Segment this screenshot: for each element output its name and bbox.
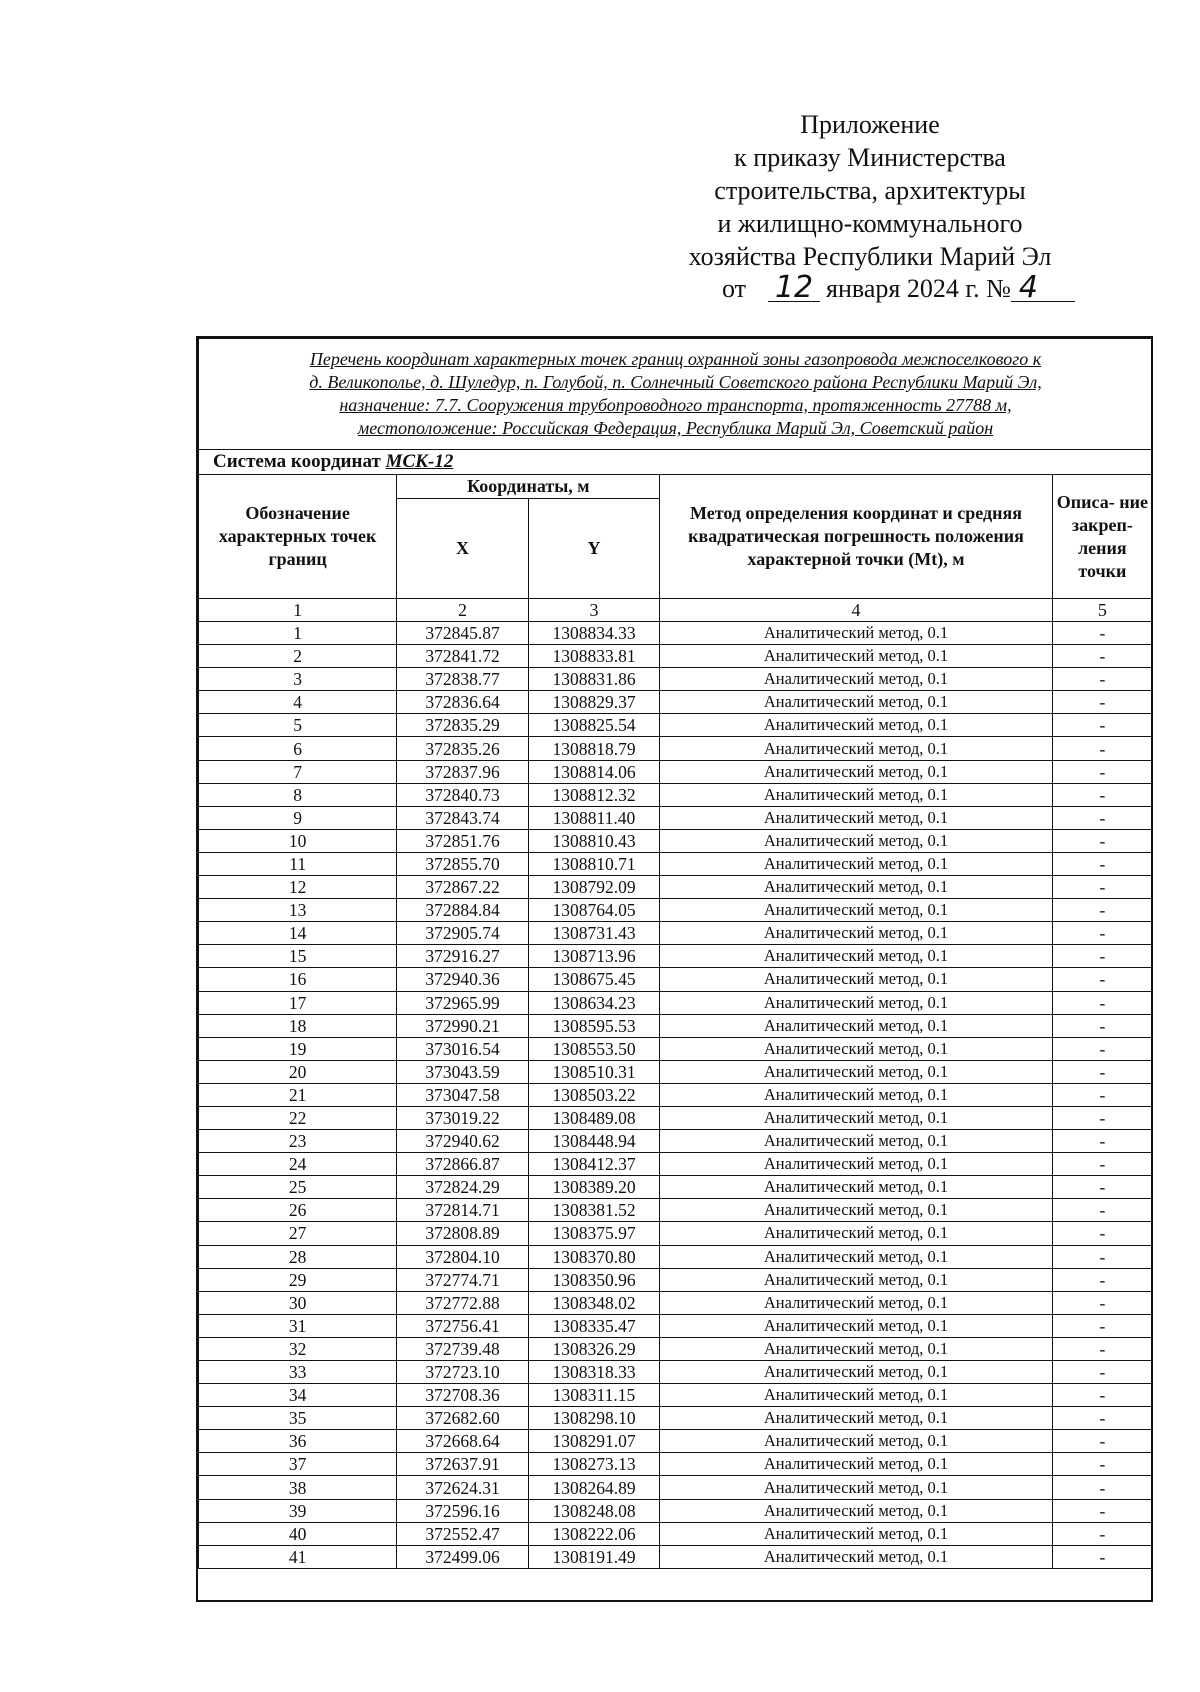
- cell-x: 372723.10: [397, 1361, 529, 1384]
- cell-method: Аналитический метод, 0.1: [660, 668, 1052, 691]
- cell-x: 372668.64: [397, 1430, 529, 1453]
- cell-point: 10: [199, 829, 397, 852]
- cell-y: 1308191.49: [528, 1545, 660, 1568]
- cell-point: 5: [199, 714, 397, 737]
- cell-description: -: [1052, 852, 1152, 875]
- table-row: [199, 1453, 1153, 1476]
- cell-method: Аналитический метод, 0.1: [660, 691, 1052, 714]
- header-method: Метод определения координат и средняя квадратическая погрешность положения характерной точки (Mt), м: [660, 475, 1052, 599]
- cell-x: 372837.96: [397, 760, 529, 783]
- cell-point: 31: [199, 1314, 397, 1337]
- cell-y: 1308311.15: [528, 1384, 660, 1407]
- cell-x: 372866.87: [397, 1153, 529, 1176]
- handwritten-day: 12: [768, 275, 820, 302]
- cell-method: Аналитический метод, 0.1: [660, 1476, 1052, 1499]
- table-row: [199, 1361, 1153, 1384]
- cell-x: 372940.36: [397, 968, 529, 991]
- cell-description: -: [1052, 829, 1152, 852]
- column-number: 5: [1052, 599, 1152, 622]
- cell-method: Аналитический метод, 0.1: [660, 991, 1052, 1014]
- appendix-line: хозяйства Республики Марий Эл: [688, 242, 1052, 271]
- cell-x: 373016.54: [397, 1037, 529, 1060]
- cell-y: 1308335.47: [528, 1314, 660, 1337]
- table-row: [199, 876, 1153, 899]
- cell-description: -: [1052, 806, 1152, 829]
- cell-description: -: [1052, 1037, 1152, 1060]
- header-point: Обозначение характерных точек границ: [199, 475, 397, 599]
- cell-description: -: [1052, 737, 1152, 760]
- cell-x: 372637.91: [397, 1453, 529, 1476]
- cell-y: 1308448.94: [528, 1130, 660, 1153]
- cell-method: Аналитический метод, 0.1: [660, 1199, 1052, 1222]
- cell-point: 20: [199, 1060, 397, 1083]
- cell-y: 1308350.96: [528, 1268, 660, 1291]
- cell-method: Аналитический метод, 0.1: [660, 1430, 1052, 1453]
- cell-y: 1308348.02: [528, 1291, 660, 1314]
- cell-y: 1308833.81: [528, 645, 660, 668]
- table-row: [199, 1499, 1153, 1522]
- cell-x: 372814.71: [397, 1199, 529, 1222]
- cell-y: 1308503.22: [528, 1083, 660, 1106]
- table-row: [199, 737, 1153, 760]
- cell-method: Аналитический метод, 0.1: [660, 1037, 1052, 1060]
- cell-y: 1308834.33: [528, 622, 660, 645]
- cell-y: 1308291.07: [528, 1430, 660, 1453]
- header-x: X: [397, 499, 529, 599]
- cell-method: Аналитический метод, 0.1: [660, 1245, 1052, 1268]
- cell-point: 33: [199, 1361, 397, 1384]
- cell-x: 372682.60: [397, 1407, 529, 1430]
- appendix-line: к приказу Министерства: [734, 143, 1006, 172]
- table-row: [199, 1060, 1153, 1083]
- cell-method: Аналитический метод, 0.1: [660, 1222, 1052, 1245]
- cell-method: Аналитический метод, 0.1: [660, 945, 1052, 968]
- cell-method: Аналитический метод, 0.1: [660, 1453, 1052, 1476]
- cell-description: -: [1052, 1176, 1152, 1199]
- cell-x: 372739.48: [397, 1337, 529, 1360]
- table-row: [199, 852, 1153, 875]
- cell-method: Аналитический метод, 0.1: [660, 737, 1052, 760]
- cell-description: -: [1052, 1499, 1152, 1522]
- cell-method: Аналитический метод, 0.1: [660, 899, 1052, 922]
- cell-description: -: [1052, 714, 1152, 737]
- cell-y: 1308812.32: [528, 783, 660, 806]
- cell-description: -: [1052, 1268, 1152, 1291]
- date-text: января 2024 г. №: [826, 274, 1011, 303]
- cell-y: 1308489.08: [528, 1106, 660, 1129]
- cell-x: 372835.26: [397, 737, 529, 760]
- cell-x: 372838.77: [397, 668, 529, 691]
- cell-point: 40: [199, 1522, 397, 1545]
- cell-y: 1308595.53: [528, 1014, 660, 1037]
- table-row: [199, 968, 1153, 991]
- table-caption: [199, 339, 1153, 450]
- cell-x: 372772.88: [397, 1291, 529, 1314]
- cell-point: 11: [199, 852, 397, 875]
- cell-description: -: [1052, 691, 1152, 714]
- cell-x: 372808.89: [397, 1222, 529, 1245]
- cell-point: 4: [199, 691, 397, 714]
- cell-description: -: [1052, 760, 1152, 783]
- cell-y: 1308713.96: [528, 945, 660, 968]
- cell-description: -: [1052, 922, 1152, 945]
- cell-y: 1308389.20: [528, 1176, 660, 1199]
- cell-y: 1308553.50: [528, 1037, 660, 1060]
- cell-point: 19: [199, 1037, 397, 1060]
- cell-method: Аналитический метод, 0.1: [660, 1384, 1052, 1407]
- cell-x: 373019.22: [397, 1106, 529, 1129]
- cell-point: 3: [199, 668, 397, 691]
- cell-description: -: [1052, 1199, 1152, 1222]
- cell-x: 372552.47: [397, 1522, 529, 1545]
- cell-y: 1308792.09: [528, 876, 660, 899]
- table-row: [199, 691, 1153, 714]
- cell-description: -: [1052, 1545, 1152, 1568]
- cell-method: Аналитический метод, 0.1: [660, 1130, 1052, 1153]
- table-row: [199, 668, 1153, 691]
- table-row: [199, 806, 1153, 829]
- coordinates-table: [198, 338, 1153, 1569]
- table-row: [199, 1291, 1153, 1314]
- cell-description: -: [1052, 1430, 1152, 1453]
- cell-x: 372836.64: [397, 691, 529, 714]
- column-number: 3: [528, 599, 660, 622]
- table-row: [199, 991, 1153, 1014]
- cell-point: 25: [199, 1176, 397, 1199]
- table-row: [199, 1407, 1153, 1430]
- table-row: [199, 714, 1153, 737]
- cell-y: 1308818.79: [528, 737, 660, 760]
- cell-description: -: [1052, 1060, 1152, 1083]
- cell-point: 35: [199, 1407, 397, 1430]
- cell-y: 1308810.71: [528, 852, 660, 875]
- cell-point: 23: [199, 1130, 397, 1153]
- appendix-line: Приложение: [800, 110, 940, 139]
- header-y: Y: [528, 499, 660, 599]
- cell-x: 372841.72: [397, 645, 529, 668]
- cell-x: 372756.41: [397, 1314, 529, 1337]
- appendix-header: [640, 108, 1100, 273]
- cell-description: -: [1052, 1522, 1152, 1545]
- cell-point: 37: [199, 1453, 397, 1476]
- cell-x: 372940.62: [397, 1130, 529, 1153]
- cell-y: 1308222.06: [528, 1522, 660, 1545]
- table-row: [199, 1245, 1153, 1268]
- cell-description: -: [1052, 876, 1152, 899]
- table-row: [199, 1430, 1153, 1453]
- cell-description: -: [1052, 1083, 1152, 1106]
- cell-x: 372916.27: [397, 945, 529, 968]
- cell-point: 29: [199, 1268, 397, 1291]
- table-row: [199, 645, 1153, 668]
- cell-method: Аналитический метод, 0.1: [660, 760, 1052, 783]
- cell-point: 13: [199, 899, 397, 922]
- cell-y: 1308764.05: [528, 899, 660, 922]
- cell-x: 372824.29: [397, 1176, 529, 1199]
- cell-point: 34: [199, 1384, 397, 1407]
- table-row: [199, 829, 1153, 852]
- cell-y: 1308831.86: [528, 668, 660, 691]
- cell-description: -: [1052, 991, 1152, 1014]
- cell-y: 1308510.31: [528, 1060, 660, 1083]
- cell-description: -: [1052, 968, 1152, 991]
- cell-x: 372774.71: [397, 1268, 529, 1291]
- table-row: [199, 922, 1153, 945]
- table-body: [199, 622, 1153, 1569]
- cell-y: 1308634.23: [528, 991, 660, 1014]
- header-description: Описа- ние закреп- ления точки: [1052, 475, 1152, 599]
- cell-method: Аналитический метод, 0.1: [660, 876, 1052, 899]
- cell-method: Аналитический метод, 0.1: [660, 783, 1052, 806]
- cell-y: 1308675.45: [528, 968, 660, 991]
- order-date-line: [722, 270, 1075, 305]
- cell-point: 36: [199, 1430, 397, 1453]
- cell-method: Аналитический метод, 0.1: [660, 1522, 1052, 1545]
- date-prefix: от: [722, 274, 747, 303]
- cell-method: Аналитический метод, 0.1: [660, 1545, 1052, 1568]
- table-row: [199, 1222, 1153, 1245]
- cell-x: 372965.99: [397, 991, 529, 1014]
- table-row: [199, 1337, 1153, 1360]
- cell-x: 373047.58: [397, 1083, 529, 1106]
- cell-point: 24: [199, 1153, 397, 1176]
- cell-y: 1308326.29: [528, 1337, 660, 1360]
- appendix-line: строительства, архитектуры: [714, 176, 1026, 205]
- cell-method: Аналитический метод, 0.1: [660, 1176, 1052, 1199]
- cell-point: 27: [199, 1222, 397, 1245]
- cell-method: Аналитический метод, 0.1: [660, 1407, 1052, 1430]
- cell-description: -: [1052, 1153, 1152, 1176]
- cell-y: 1308810.43: [528, 829, 660, 852]
- cell-point: 12: [199, 876, 397, 899]
- table-row: [199, 1545, 1153, 1568]
- column-number: 1: [199, 599, 397, 622]
- cell-method: Аналитический метод, 0.1: [660, 1499, 1052, 1522]
- cell-point: 26: [199, 1199, 397, 1222]
- table-row: [199, 1083, 1153, 1106]
- table-row: [199, 783, 1153, 806]
- cell-y: 1308248.08: [528, 1499, 660, 1522]
- cell-description: -: [1052, 1407, 1152, 1430]
- cell-method: Аналитический метод, 0.1: [660, 922, 1052, 945]
- cell-description: -: [1052, 783, 1152, 806]
- table-row: [199, 1476, 1153, 1499]
- header-coordinates: Координаты, м: [397, 475, 660, 499]
- cell-y: 1308825.54: [528, 714, 660, 737]
- cell-description: -: [1052, 1476, 1152, 1499]
- cell-description: -: [1052, 1130, 1152, 1153]
- cell-x: 372708.36: [397, 1384, 529, 1407]
- cell-method: Аналитический метод, 0.1: [660, 714, 1052, 737]
- coordinate-system-label: Система координат: [213, 451, 381, 472]
- cell-method: Аналитический метод, 0.1: [660, 1361, 1052, 1384]
- cell-y: 1308731.43: [528, 922, 660, 945]
- cell-method: Аналитический метод, 0.1: [660, 852, 1052, 875]
- cell-method: Аналитический метод, 0.1: [660, 622, 1052, 645]
- cell-x: 372867.22: [397, 876, 529, 899]
- cell-x: 372905.74: [397, 922, 529, 945]
- cell-method: Аналитический метод, 0.1: [660, 829, 1052, 852]
- cell-point: 39: [199, 1499, 397, 1522]
- cell-method: Аналитический метод, 0.1: [660, 806, 1052, 829]
- table-row: [199, 945, 1153, 968]
- cell-x: 372990.21: [397, 1014, 529, 1037]
- cell-y: 1308370.80: [528, 1245, 660, 1268]
- coordinate-system: [199, 450, 1153, 475]
- cell-x: 373043.59: [397, 1060, 529, 1083]
- cell-method: Аналитический метод, 0.1: [660, 1314, 1052, 1337]
- cell-method: Аналитический метод, 0.1: [660, 1337, 1052, 1360]
- cell-method: Аналитический метод, 0.1: [660, 645, 1052, 668]
- cell-method: Аналитический метод, 0.1: [660, 1268, 1052, 1291]
- cell-point: 2: [199, 645, 397, 668]
- cell-point: 28: [199, 1245, 397, 1268]
- cell-y: 1308375.97: [528, 1222, 660, 1245]
- cell-x: 372835.29: [397, 714, 529, 737]
- caption-line: д. Великополье, д. Шуледур, п. Голубой, п. Солнечный Советского района Республики Марий Эл,: [309, 372, 1042, 392]
- cell-point: 15: [199, 945, 397, 968]
- cell-description: -: [1052, 1014, 1152, 1037]
- cell-point: 17: [199, 991, 397, 1014]
- cell-point: 30: [199, 1291, 397, 1314]
- cell-method: Аналитический метод, 0.1: [660, 1106, 1052, 1129]
- caption-line: Перечень координат характерных точек границ охранной зоны газопровода межпоселкового к: [309, 349, 1042, 369]
- cell-description: -: [1052, 622, 1152, 645]
- cell-description: -: [1052, 645, 1152, 668]
- cell-x: 372843.74: [397, 806, 529, 829]
- column-number: 2: [397, 599, 529, 622]
- cell-y: 1308829.37: [528, 691, 660, 714]
- cell-method: Аналитический метод, 0.1: [660, 1291, 1052, 1314]
- table-row: [199, 1037, 1153, 1060]
- cell-method: Аналитический метод, 0.1: [660, 1060, 1052, 1083]
- cell-x: 372624.31: [397, 1476, 529, 1499]
- cell-description: -: [1052, 1337, 1152, 1360]
- cell-point: 8: [199, 783, 397, 806]
- cell-point: 18: [199, 1014, 397, 1037]
- cell-description: -: [1052, 1314, 1152, 1337]
- handwritten-order-number: 4: [1011, 275, 1075, 302]
- cell-x: 372596.16: [397, 1499, 529, 1522]
- cell-point: 22: [199, 1106, 397, 1129]
- cell-x: 372804.10: [397, 1245, 529, 1268]
- cell-x: 372840.73: [397, 783, 529, 806]
- coordinate-system-value: МСК-12: [385, 451, 454, 472]
- table-row: [199, 1153, 1153, 1176]
- table-row: [199, 899, 1153, 922]
- cell-description: -: [1052, 1222, 1152, 1245]
- table-row: [199, 1522, 1153, 1545]
- column-number: 4: [660, 599, 1052, 622]
- table-row: [199, 760, 1153, 783]
- cell-y: 1308298.10: [528, 1407, 660, 1430]
- cell-point: 6: [199, 737, 397, 760]
- cell-description: -: [1052, 668, 1152, 691]
- cell-point: 32: [199, 1337, 397, 1360]
- cell-y: 1308273.13: [528, 1453, 660, 1476]
- cell-point: 14: [199, 922, 397, 945]
- cell-method: Аналитический метод, 0.1: [660, 1014, 1052, 1037]
- cell-x: 372855.70: [397, 852, 529, 875]
- cell-point: 38: [199, 1476, 397, 1499]
- cell-y: 1308381.52: [528, 1199, 660, 1222]
- cell-description: -: [1052, 1361, 1152, 1384]
- table-row: [199, 1014, 1153, 1037]
- cell-point: 9: [199, 806, 397, 829]
- cell-description: -: [1052, 1291, 1152, 1314]
- cell-description: -: [1052, 945, 1152, 968]
- cell-method: Аналитический метод, 0.1: [660, 968, 1052, 991]
- cell-y: 1308264.89: [528, 1476, 660, 1499]
- appendix-line: и жилищно-коммунального: [717, 209, 1023, 238]
- cell-point: 7: [199, 760, 397, 783]
- table-row: [199, 1199, 1153, 1222]
- cell-point: 16: [199, 968, 397, 991]
- cell-description: -: [1052, 1453, 1152, 1476]
- cell-method: Аналитический метод, 0.1: [660, 1153, 1052, 1176]
- cell-point: 41: [199, 1545, 397, 1568]
- cell-x: 372499.06: [397, 1545, 529, 1568]
- cell-x: 372884.84: [397, 899, 529, 922]
- cell-y: 1308811.40: [528, 806, 660, 829]
- table-row: [199, 1106, 1153, 1129]
- table-row: [199, 622, 1153, 645]
- table-row: [199, 1384, 1153, 1407]
- cell-x: 372845.87: [397, 622, 529, 645]
- cell-description: -: [1052, 1384, 1152, 1407]
- cell-method: Аналитический метод, 0.1: [660, 1083, 1052, 1106]
- table-row: [199, 1130, 1153, 1153]
- table-row: [199, 1314, 1153, 1337]
- caption-line: местоположение: Российская Федерация, Республика Марий Эл, Советский район: [357, 418, 994, 438]
- cell-y: 1308814.06: [528, 760, 660, 783]
- caption-line: назначение: 7.7. Сооружения трубопроводного транспорта, протяженность 27788 м,: [339, 395, 1012, 415]
- table-row: [199, 1176, 1153, 1199]
- cell-description: -: [1052, 1106, 1152, 1129]
- cell-point: 21: [199, 1083, 397, 1106]
- cell-description: -: [1052, 1245, 1152, 1268]
- table-row: [199, 1268, 1153, 1291]
- cell-description: -: [1052, 899, 1152, 922]
- cell-y: 1308412.37: [528, 1153, 660, 1176]
- cell-point: 1: [199, 622, 397, 645]
- cell-x: 372851.76: [397, 829, 529, 852]
- cell-y: 1308318.33: [528, 1361, 660, 1384]
